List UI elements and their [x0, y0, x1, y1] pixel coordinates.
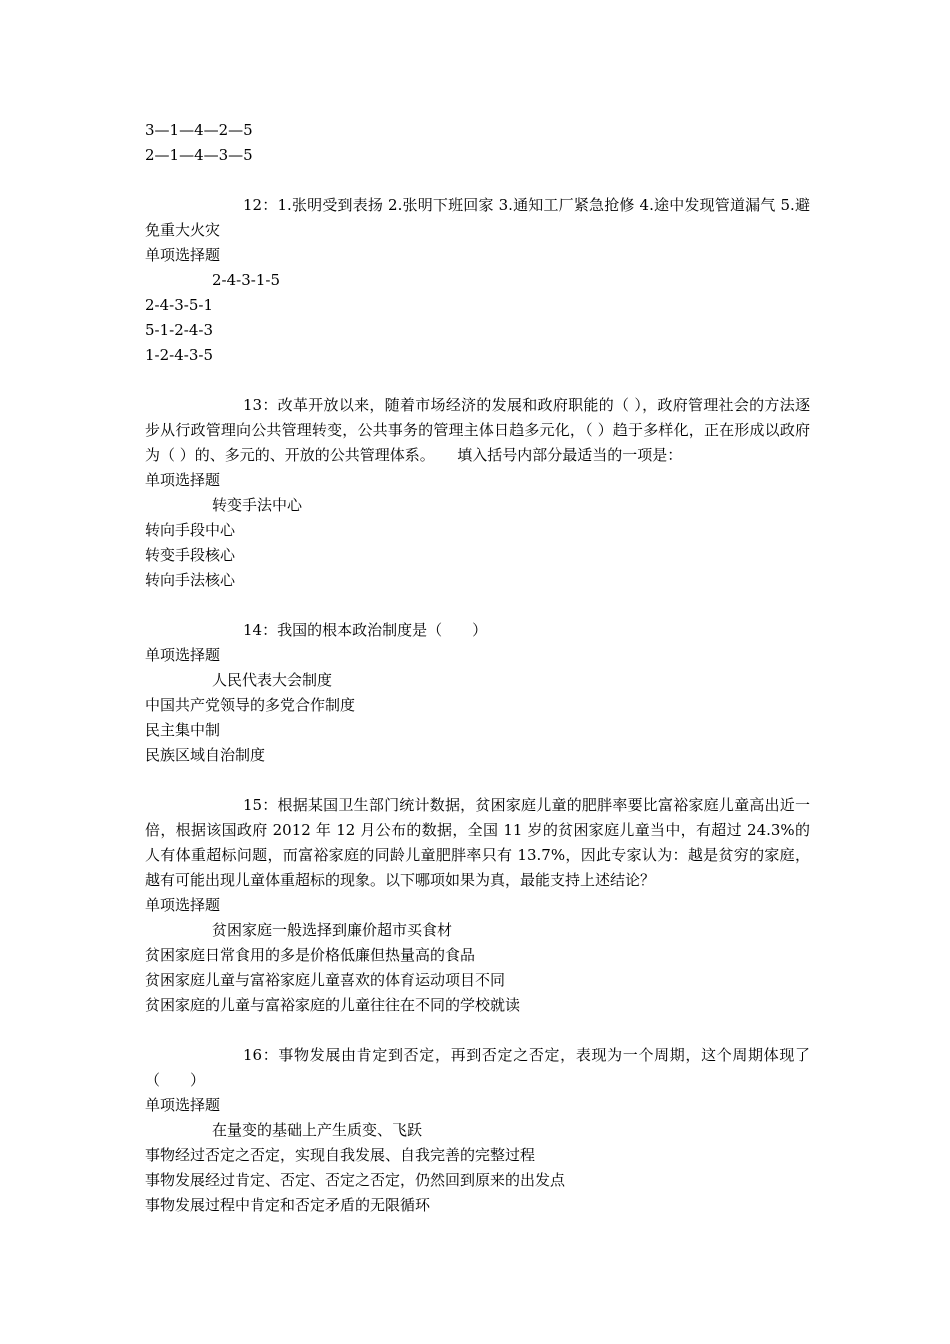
option-text: 2—1—4—3—5 [145, 146, 253, 164]
question-15 [145, 793, 810, 1018]
previous-question-options [145, 118, 810, 168]
option-b: 转向手段中心 [145, 521, 236, 539]
option-b: 2-4-3-5-1 [145, 296, 213, 314]
option-d: 事物发展过程中肯定和否定矛盾的无限循环 [145, 1196, 431, 1214]
question-type-label: 单项选择题 [145, 471, 221, 489]
option-d: 转向手法核心 [145, 571, 236, 589]
option-b: 中国共产党领导的多党合作制度 [145, 696, 356, 714]
question-text: 13：改革开放以来，随着市场经济的发展和政府职能的（ ），政府管理社会的方法逐步从行政管理向公共管理转变，公共事务的管理主体日趋多元化，（ ）趋于多样化，正在形成以政府为（ ）的、多元的、开放的公共管理体系。 填入括号内部分最适当的一项是： [145, 396, 810, 464]
question-type-label: 单项选择题 [145, 246, 221, 264]
option-d: 贫困家庭的儿童与富裕家庭的儿童往往在不同的学校就读 [145, 996, 521, 1014]
option-c: 贫困家庭儿童与富裕家庭儿童喜欢的体育运动项目不同 [145, 971, 506, 989]
option-a: 2-4-3-1-5 [212, 271, 280, 289]
question-type-label: 单项选择题 [145, 646, 221, 664]
option-a: 转变手法中心 [212, 496, 303, 514]
question-13 [145, 393, 810, 593]
question-text: 14：我国的根本政治制度是（ ） [243, 621, 488, 639]
option-d: 1-2-4-3-5 [145, 346, 213, 364]
question-text: 12：1.张明受到表扬 2.张明下班回家 3.通知工厂紧急抢修 4.途中发现管道漏气 5.避免重大火灾 [145, 196, 810, 239]
question-text: 15：根据某国卫生部门统计数据，贫困家庭儿童的肥胖率要比富裕家庭儿童高出近一倍，根据该国政府 2012 年 12 月公布的数据，全国 11 岁的贫困家庭儿童当中，有超过 24.3%的人有体重超标问题，而富裕家庭的同龄儿童肥胖率只有 13.7%，因此专家认为：越是贫穷的家庭，越有可能出现儿童体重超标的现象。以下哪项如果为真，最能支持上述结论？ [145, 796, 810, 889]
question-type-label: 单项选择题 [145, 896, 221, 914]
question-12 [145, 193, 810, 368]
option-a: 在量变的基础上产生质变、飞跃 [212, 1121, 423, 1139]
question-type-label: 单项选择题 [145, 1096, 221, 1114]
option-b: 事物经过否定之否定，实现自我发展、自我完善的完整过程 [145, 1146, 536, 1164]
question-16 [145, 1043, 810, 1218]
option-a: 人民代表大会制度 [212, 671, 333, 689]
option-c: 事物发展经过肯定、否定、否定之否定，仍然回到原来的出发点 [145, 1171, 566, 1189]
option-d: 民族区域自治制度 [145, 746, 266, 764]
option-b: 贫困家庭日常食用的多是价格低廉但热量高的食品 [145, 946, 476, 964]
option-c: 转变手段核心 [145, 546, 236, 564]
document-page [145, 118, 810, 1218]
option-c: 5-1-2-4-3 [145, 321, 213, 339]
option-text: 3—1—4—2—5 [145, 121, 253, 139]
option-c: 民主集中制 [145, 721, 221, 739]
question-14 [145, 618, 810, 768]
option-a: 贫困家庭一般选择到廉价超市买食材 [212, 921, 453, 939]
question-text: 16：事物发展由肯定到否定，再到否定之否定，表现为一个周期，这个周期体现了（ ） [145, 1046, 810, 1089]
